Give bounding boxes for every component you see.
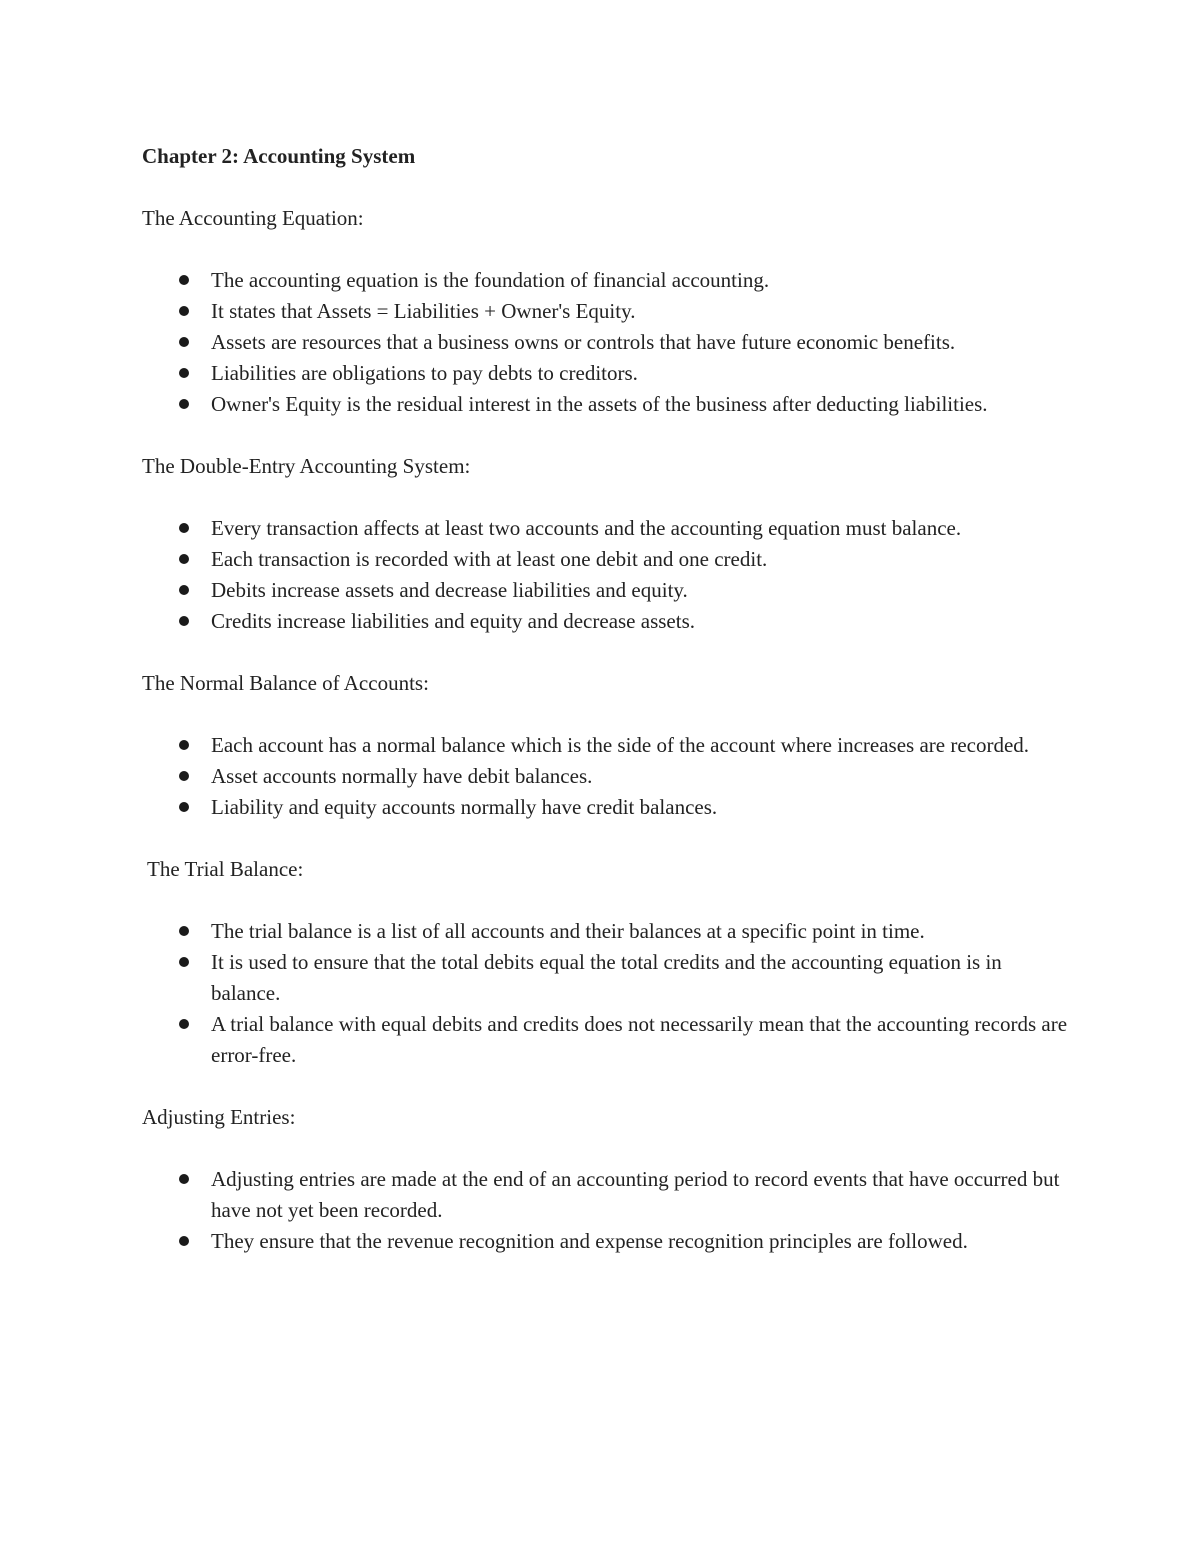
list-item: Liability and equity accounts normally have credit balances. (142, 792, 1072, 823)
list-item: Each transaction is recorded with at least one debit and one credit. (142, 544, 1072, 575)
list-item: Every transaction affects at least two accounts and the accounting equation must balance. (142, 513, 1072, 544)
section-heading-double-entry: The Double-Entry Accounting System: (142, 454, 471, 478)
list-item: Each account has a normal balance which is the side of the account where increases are recorded. (142, 730, 1072, 761)
bullet-icon (179, 1236, 189, 1246)
section-heading-adjusting-entries: Adjusting Entries: (142, 1105, 296, 1129)
bullet-icon (179, 306, 189, 316)
bullet-icon (179, 368, 189, 378)
list-item: Liabilities are obligations to pay debts to creditors. (142, 358, 1072, 389)
list-item: Owner's Equity is the residual interest in the assets of the business after deducting liabilities. (142, 389, 1072, 420)
list-item: It states that Assets = Liabilities + Owner's Equity. (142, 296, 1072, 327)
bullet-icon (179, 523, 189, 533)
bullet-icon (179, 740, 189, 750)
list-item: They ensure that the revenue recognition and expense recognition principles are followed. (142, 1226, 1072, 1257)
list-item: It is used to ensure that the total debits equal the total credits and the accounting equation is in balance. (142, 947, 1072, 1009)
list-item: Adjusting entries are made at the end of an accounting period to record events that have occurred but have not yet been recorded. (142, 1164, 1072, 1226)
bullet-icon (179, 957, 189, 967)
bullet-list-adjusting-entries (142, 1164, 1072, 1257)
bullet-icon (179, 771, 189, 781)
bullet-icon (179, 399, 189, 409)
bullet-list-accounting-equation (142, 265, 1072, 420)
bullet-icon (179, 275, 189, 285)
bullet-icon (179, 926, 189, 936)
bullet-icon (179, 802, 189, 812)
bullet-icon (179, 337, 189, 347)
list-item: Asset accounts normally have debit balances. (142, 761, 1072, 792)
bullet-list-normal-balance (142, 730, 1072, 823)
bullet-icon (179, 616, 189, 626)
bullet-icon (179, 585, 189, 595)
list-item: The accounting equation is the foundation of financial accounting. (142, 265, 1072, 296)
list-item: The trial balance is a list of all accounts and their balances at a specific point in time. (142, 916, 1072, 947)
bullet-icon (179, 1019, 189, 1029)
bullet-list-trial-balance (142, 916, 1072, 1071)
section-heading-accounting-equation: The Accounting Equation: (142, 206, 364, 230)
bullet-icon (179, 554, 189, 564)
list-item: Assets are resources that a business owns or controls that have future economic benefits. (142, 327, 1072, 358)
section-heading-trial-balance: The Trial Balance: (147, 857, 304, 881)
section-heading-normal-balance: The Normal Balance of Accounts: (142, 671, 429, 695)
list-item: Credits increase liabilities and equity and decrease assets. (142, 606, 1072, 637)
list-item: Debits increase assets and decrease liabilities and equity. (142, 575, 1072, 606)
bullet-list-double-entry (142, 513, 1072, 637)
document-page (142, 141, 1072, 1288)
page-title: Chapter 2: Accounting System (142, 144, 416, 168)
list-item: A trial balance with equal debits and credits does not necessarily mean that the accounting records are error-free. (142, 1009, 1072, 1071)
bullet-icon (179, 1174, 189, 1184)
